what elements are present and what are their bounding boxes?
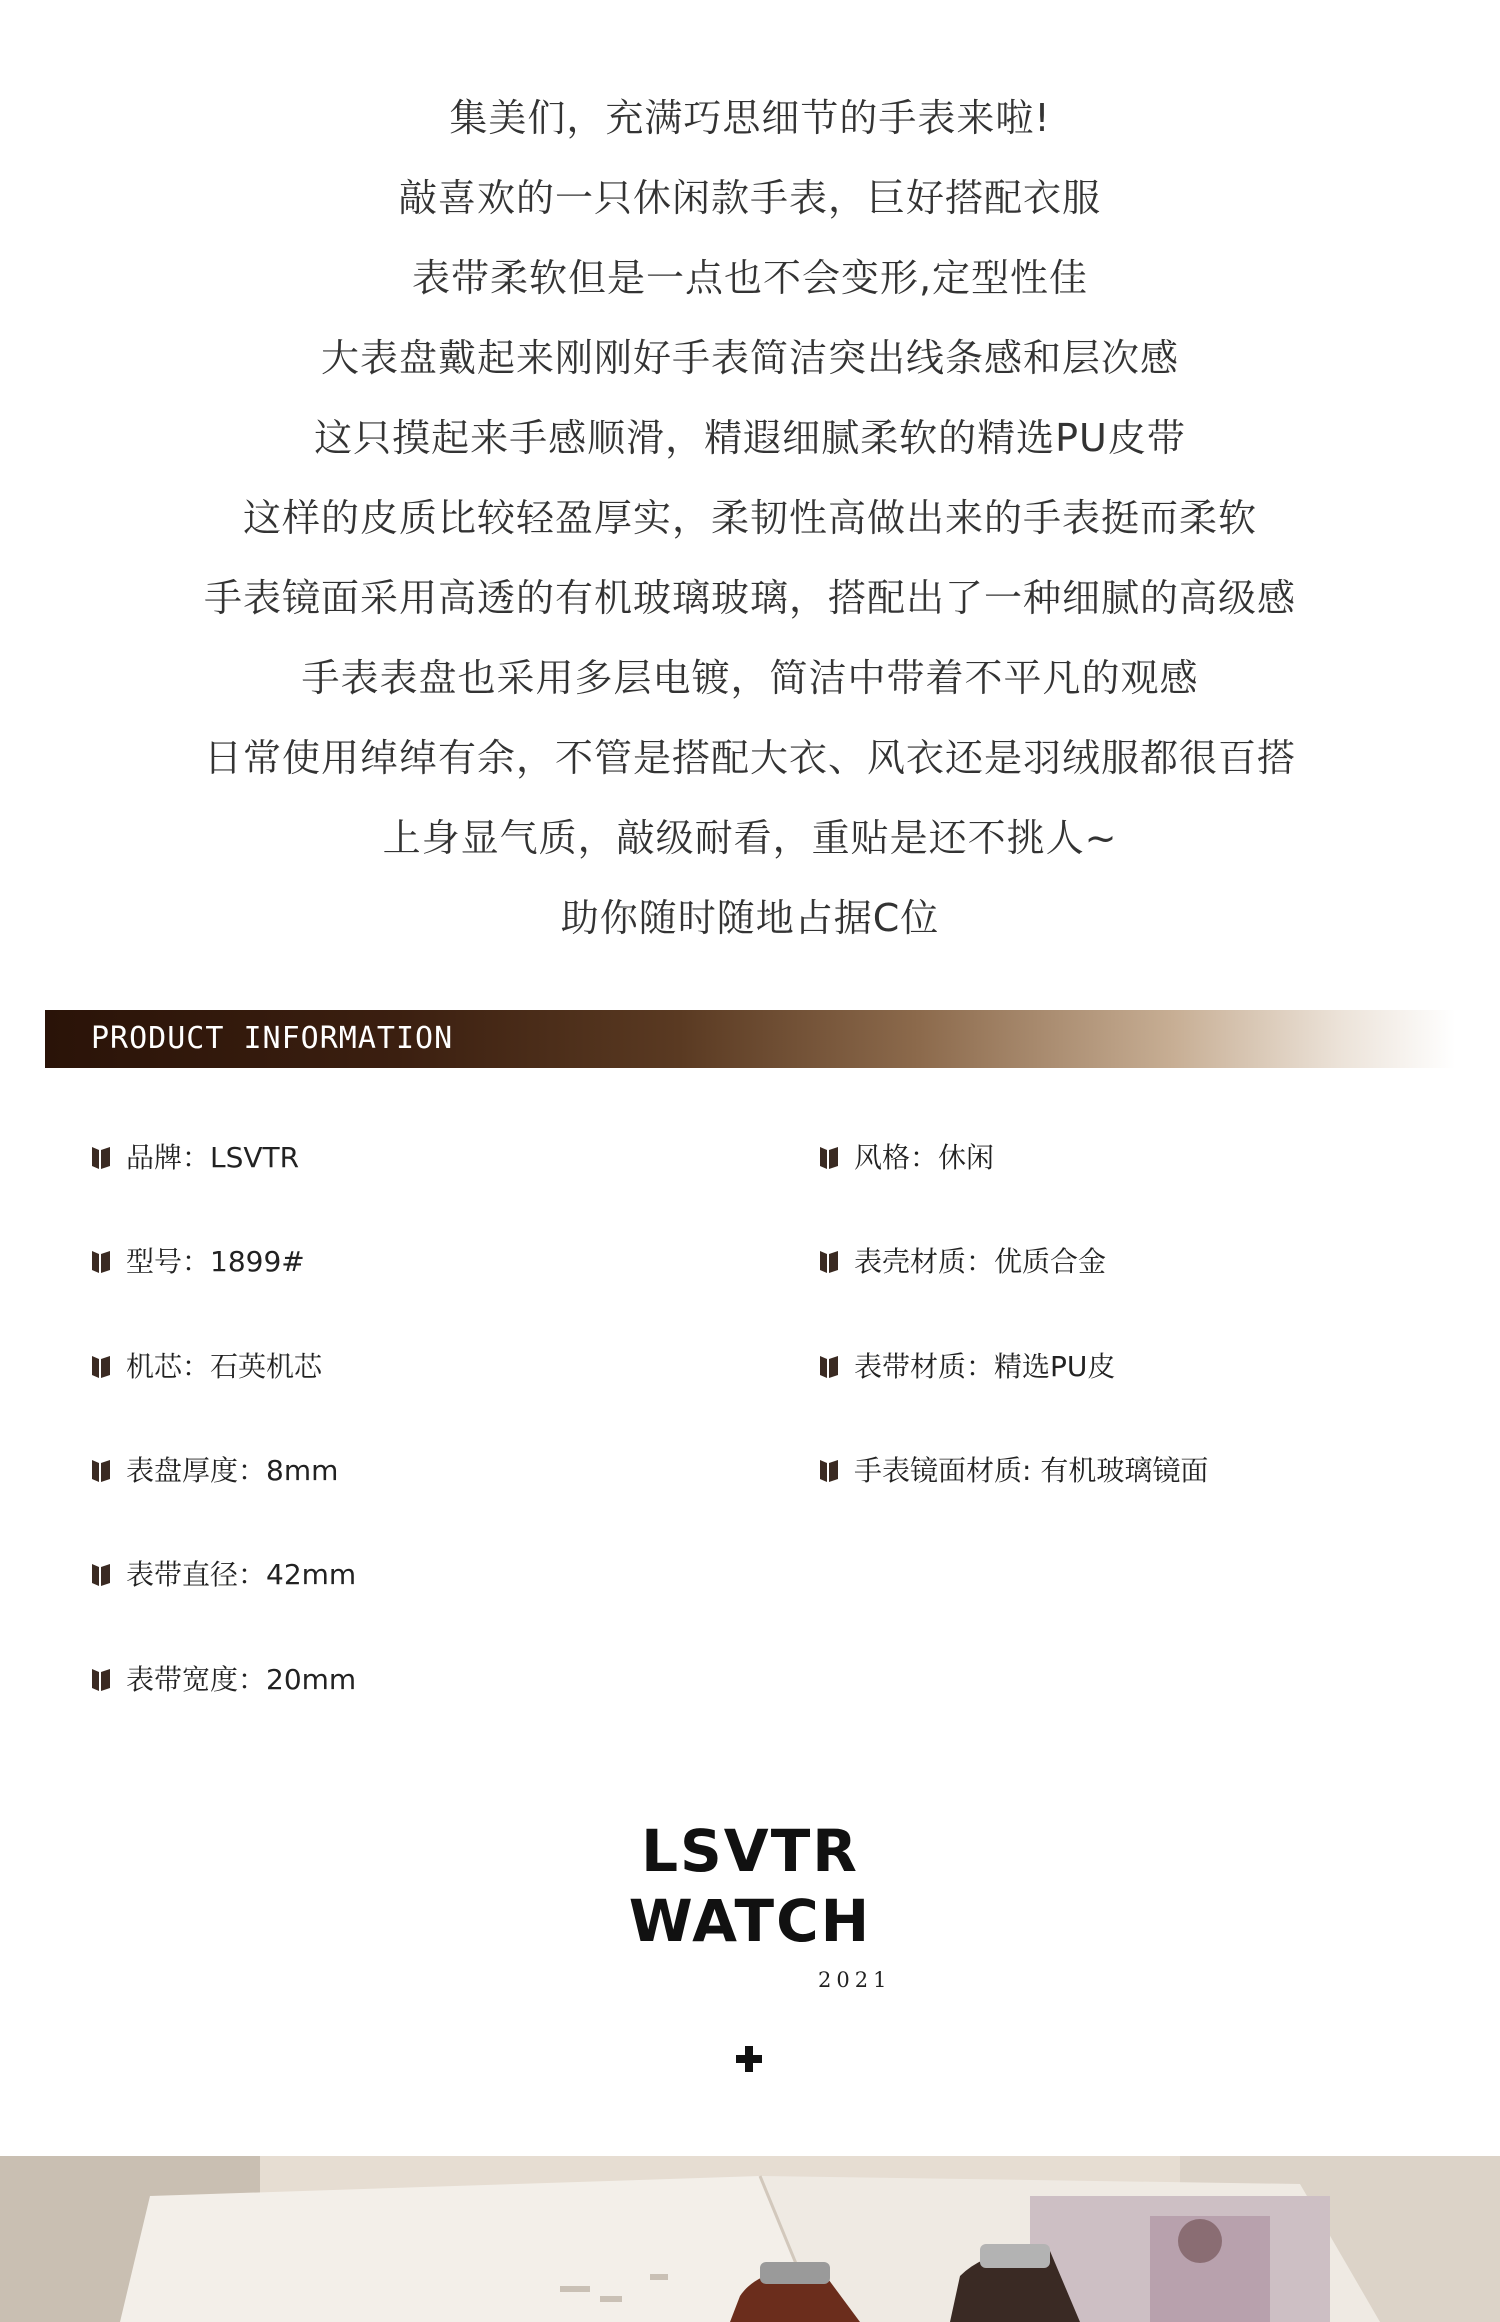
section-title: PRODUCT INFORMATION xyxy=(91,1021,454,1056)
spec-label: 手表镜面材质: 有机玻璃镜面 xyxy=(854,1454,1209,1487)
bookmark-icon xyxy=(90,1249,112,1275)
spec-label: 表带材质：精选PU皮 xyxy=(854,1350,1116,1383)
product-information-banner xyxy=(45,1010,1455,1068)
intro-line: 敲喜欢的一只休闲款手表，巨好搭配衣服 xyxy=(398,176,1101,220)
intro-line: 集美们，充满巧思细节的手表来啦! xyxy=(449,96,1051,140)
intro-line: 手表镜面采用高透的有机玻璃玻璃，搭配出了一种细腻的高级感 xyxy=(203,576,1296,620)
intro-line: 这只摸起来手感顺滑，精遐细腻柔软的精选PU皮带 xyxy=(314,416,1186,460)
spec-item-band-width xyxy=(90,1655,356,1705)
brand-logo xyxy=(0,1816,1500,1956)
bookmark-icon xyxy=(90,1354,112,1380)
plus-icon xyxy=(733,2043,765,2075)
spec-label: 表壳材质：优质合金 xyxy=(854,1245,1107,1278)
bookmark-icon xyxy=(818,1145,840,1171)
spec-item-model xyxy=(90,1237,305,1287)
intro-paragraph xyxy=(0,78,1500,958)
spec-label: 表带宽度：20mm xyxy=(126,1663,357,1696)
brand-subtitle: WATCH xyxy=(628,1887,872,1955)
bookmark-icon xyxy=(818,1458,840,1484)
intro-line: 大表盘戴起来刚刚好手表简洁突出线条感和层次感 xyxy=(320,336,1179,380)
bookmark-icon xyxy=(818,1354,840,1380)
spec-label: 品牌：LSVTR xyxy=(126,1141,300,1174)
brand-year: 2021 xyxy=(818,1968,892,1992)
intro-line: 这样的皮质比较轻盈厚实，柔韧性高做出来的手表挺而柔软 xyxy=(242,496,1257,540)
spec-item-dial-thickness xyxy=(90,1446,338,1496)
intro-line: 表带柔软但是一点也不会变形,定型性佳 xyxy=(411,256,1089,300)
bookmark-icon xyxy=(90,1667,112,1693)
spec-item-diameter xyxy=(90,1550,356,1600)
spec-label: 表盘厚度：8mm xyxy=(126,1454,339,1487)
spec-item-movement xyxy=(90,1342,322,1392)
intro-line: 助你随时随地占据C位 xyxy=(560,896,940,940)
intro-line: 上身显气质，敲级耐看，重贴是还不挑人~ xyxy=(382,816,1118,860)
product-photo xyxy=(0,2156,1500,2322)
spec-label: 型号：1899# xyxy=(126,1245,305,1278)
spec-item-mirror-material xyxy=(818,1446,1208,1496)
spec-label: 机芯：石英机芯 xyxy=(126,1350,323,1383)
spec-label: 风格：休闲 xyxy=(854,1141,995,1174)
spec-item-case-material xyxy=(818,1237,1106,1287)
bookmark-icon xyxy=(90,1458,112,1484)
spec-item-style xyxy=(818,1133,994,1183)
spec-item-band-material xyxy=(818,1342,1115,1392)
bookmark-icon xyxy=(90,1145,112,1171)
bookmark-icon xyxy=(818,1249,840,1275)
spec-item-brand xyxy=(90,1133,299,1183)
watch-photo-illustration xyxy=(0,2156,1500,2322)
intro-line: 手表表盘也采用多层电镀，简洁中带着不平凡的观感 xyxy=(301,656,1199,700)
brand-name: LSVTR xyxy=(641,1817,859,1885)
intro-line: 日常使用绰绰有余，不管是搭配大衣、风衣还是羽绒服都很百搭 xyxy=(203,736,1296,780)
spec-label: 表带直径：42mm xyxy=(126,1558,357,1591)
bookmark-icon xyxy=(90,1562,112,1588)
